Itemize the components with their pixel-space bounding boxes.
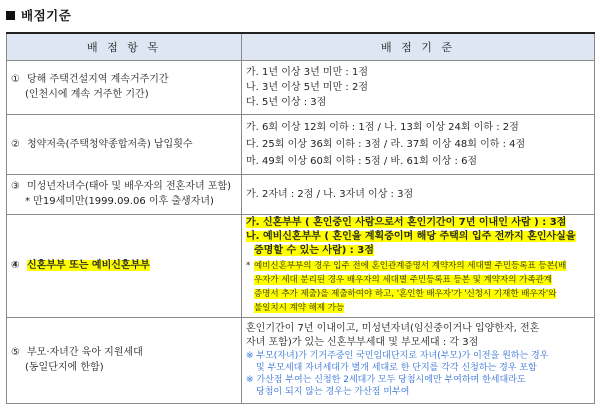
asterisk-icon: *	[246, 261, 251, 271]
table-row	[7, 114, 595, 174]
highlighted-item-label: 신혼부부 또는 예비신혼부부	[27, 260, 150, 271]
header-criteria: 배 점 기 준	[242, 33, 595, 60]
square-bullet-icon	[6, 11, 15, 20]
highlighted-criteria: 가. 신혼부부 ( 혼인중인 사람으로서 혼인기간이 7년 이내인 사람 ) : 3점	[246, 217, 567, 228]
table-row	[7, 214, 595, 317]
criteria-cell: 가. 1년 이상 3년 미만 : 1점 나. 3년 이상 5년 미만 : 2점 다. 5년 이상 : 3점	[242, 60, 595, 114]
item-cell: ⑤ 부모·자녀간 육아 지원세대 (동일단지에 한함)	[7, 317, 242, 403]
note-block: 예비신혼부부의 경우 입주 전에 혼인관계증명서 계약자의 세대별 주민등록표 등본(배 우자가 세대 분리된 경우 배우자의 세대별 주민등록표 등본 및 계약자의 가족관계 증명서 추가 제출)을 제출하여야 하고, '혼인한 배우자'가 '신청시 기재한 배우자'와 불일치시 계약 해제 가능	[254, 261, 567, 313]
scoring-criteria-table	[6, 32, 595, 404]
table-header-row	[7, 33, 595, 60]
header-item: 배 점 항 목	[7, 33, 242, 60]
section-title: 배점기준	[21, 8, 72, 23]
item-cell: ④ 신혼부부 또는 예비신혼부부	[7, 214, 242, 317]
highlighted-criteria: 나. 예비신혼부부 ( 혼인을 계획중이며 해당 주택의 입주 전까지 혼인사실을	[246, 231, 576, 242]
highlighted-criteria: 증명할 수 있는 사람) : 3점	[254, 245, 374, 256]
section-header	[6, 6, 71, 24]
item-cell: ② 청약저축(주택청약종합저축) 납입횟수	[7, 114, 242, 174]
criteria-cell: 가. 2자녀 : 2점 / 나. 3자녀 이상 : 3점	[242, 174, 595, 214]
table-row	[7, 174, 595, 214]
item-cell: ③ 미성년자녀수(태아 및 배우자의 전혼자녀 포함) * 만19세미만(1999.09.06 이후 출생자녀)	[7, 174, 242, 214]
criteria-cell	[242, 214, 595, 317]
criteria-cell: 혼인기간이 7년 이내이고, 미성년자녀(임신중이거나 입양한자, 전혼 자녀 포함)가 있는 신혼부부세대 및 부모세대 : 각 3점 ※ 부모(자녀)가 기거주중인 국민임대단지로 자녀(부모)가 이전을 원하는 경우 및 부모세대 자녀세대가 별개 세대로 한 단지를 각각 신청하는 경우 포함 ※ 가산점 부여는 신청한 2세대가 모두 당첨시에만 부여하며 한세대라도 당첨이 되지 않는 경우는 가산점 미부여	[242, 317, 595, 403]
table-row	[7, 317, 595, 403]
criteria-cell: 가. 6회 이상 12회 이하 : 1점 / 나. 13회 이상 24회 이하 : 2점 다. 25회 이상 36회 이하 : 3점 / 라. 37회 이상 48회 이하 : 4점 마. 49회 이상 60회 이하 : 5점 / 바. 61회 이상 : 6점	[242, 114, 595, 174]
item-cell: ① 당해 주택건설지역 계속거주기간 (인천시에 계속 거주한 기간)	[7, 60, 242, 114]
table-row	[7, 60, 595, 114]
